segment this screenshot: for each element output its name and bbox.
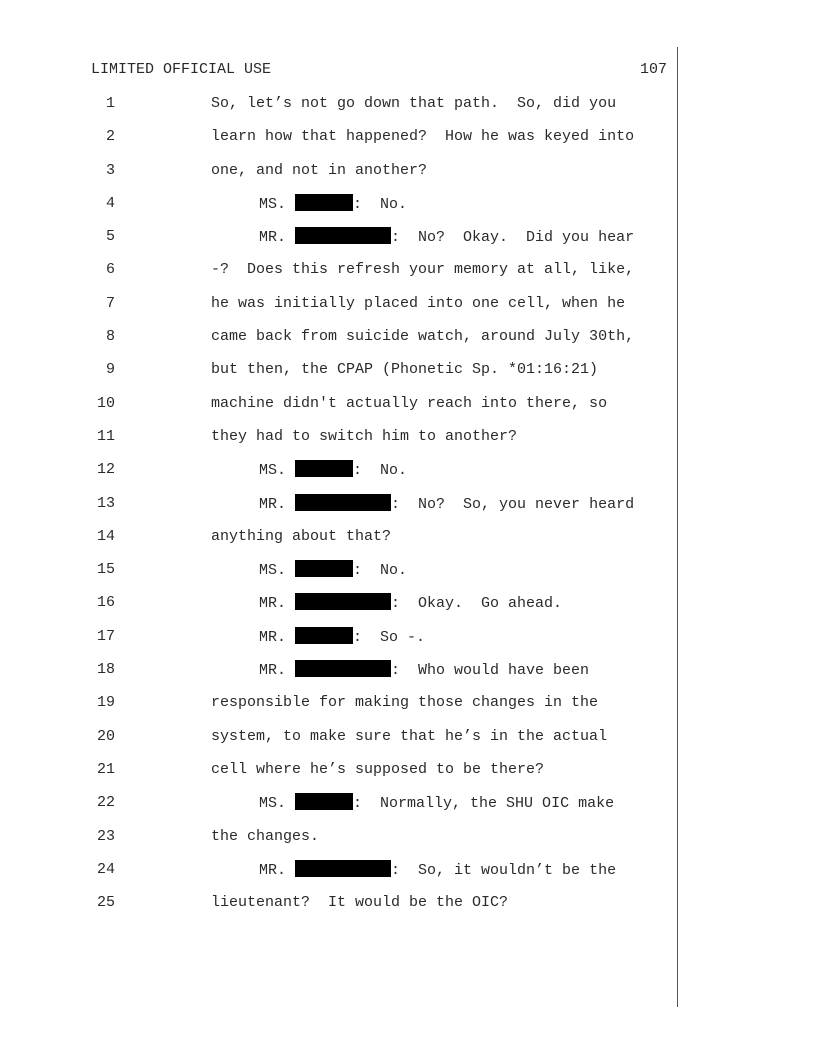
line-text: responsible for making those changes in the (211, 694, 599, 712)
line-number: 9 (105, 361, 115, 379)
transcript-line (0, 327, 676, 360)
redaction-box (295, 627, 353, 644)
transcript-line (0, 593, 676, 626)
speaker-line-text (259, 560, 407, 581)
speaker-statement: : No. (353, 462, 408, 480)
transcript-line (0, 260, 676, 293)
speaker-prefix: MR. (259, 861, 287, 879)
line-number: 10 (96, 394, 115, 412)
transcript-line (0, 627, 676, 660)
speaker-statement: : Okay. Go ahead. (391, 595, 563, 613)
line-text: he was initially placed into one cell, when he (211, 294, 626, 312)
line-number: 6 (105, 261, 115, 279)
transcript-line (0, 494, 676, 527)
redaction-box (295, 227, 391, 244)
line-text: learn how that happened? How he was keyed into (211, 128, 635, 146)
speaker-prefix: MS. (259, 562, 287, 580)
speaker-line-text (259, 194, 407, 215)
transcript-line (0, 893, 676, 926)
line-text: the changes. (211, 827, 320, 845)
line-text: -? Does this refresh your memory at all, like, (211, 261, 635, 279)
transcript-line (0, 527, 676, 560)
speaker-prefix: MS. (259, 195, 287, 213)
speaker-prefix: MR. (259, 229, 287, 247)
transcript-lines (0, 94, 676, 926)
line-text: So, let’s not go down that path. So, did you (211, 95, 617, 112)
line-text: one, and not in another? (211, 161, 428, 179)
speaker-line-text (259, 793, 614, 814)
line-text: came back from suicide watch, around July 30th, (211, 328, 635, 346)
redaction-box (295, 560, 353, 577)
line-number: 3 (105, 161, 115, 179)
line-text: they had to switch him to another? (211, 427, 518, 445)
speaker-prefix: MS. (259, 795, 287, 813)
line-text: system, to make sure that he’s in the actual (211, 727, 608, 745)
transcript-line (0, 227, 676, 260)
speaker-line-text (259, 627, 425, 648)
line-number: 22 (96, 794, 115, 812)
line-number: 2 (105, 128, 115, 146)
transcript-line (0, 127, 676, 160)
line-number: 8 (105, 328, 115, 346)
speaker-prefix: MR. (259, 628, 287, 646)
line-number: 18 (96, 661, 115, 679)
speaker-statement: : No? So, you never heard (391, 495, 635, 513)
redaction-box (295, 494, 391, 511)
transcript-line (0, 194, 676, 227)
transcript-line (0, 860, 676, 893)
speaker-prefix: MS. (259, 462, 287, 480)
line-number: 12 (96, 461, 115, 479)
right-margin-rule (677, 47, 678, 1007)
line-text: anything about that? (211, 527, 392, 545)
speaker-statement: : Normally, the SHU OIC make (353, 795, 615, 813)
line-number: 15 (96, 561, 115, 579)
line-number: 7 (105, 294, 115, 312)
speaker-line-text (259, 227, 634, 248)
speaker-statement: : So -. (353, 628, 426, 646)
speaker-statement: : No. (353, 195, 408, 213)
transcript-line (0, 727, 676, 760)
redaction-box (295, 460, 353, 477)
speaker-line-text (259, 860, 616, 881)
redaction-box (295, 194, 353, 211)
speaker-prefix: MR. (259, 595, 287, 613)
speaker-statement: : So, it wouldn’t be the (391, 861, 617, 879)
speaker-statement: : Who would have been (391, 662, 590, 680)
line-number: 5 (105, 228, 115, 246)
transcript-line (0, 460, 676, 493)
line-number: 25 (96, 894, 115, 912)
transcript-line (0, 394, 676, 427)
line-number: 24 (96, 860, 115, 878)
line-number: 21 (96, 760, 115, 778)
transcript-line (0, 294, 676, 327)
line-number: 13 (96, 494, 115, 512)
speaker-line-text (259, 460, 407, 481)
line-number: 1 (105, 95, 115, 112)
line-text: lieutenant? It would be the OIC? (211, 894, 509, 912)
line-text: machine didn't actually reach into there, so (211, 394, 608, 412)
line-number: 19 (96, 694, 115, 712)
redaction-box (295, 793, 353, 810)
line-number: 16 (96, 594, 115, 612)
transcript-line (0, 660, 676, 693)
line-number: 17 (96, 627, 115, 645)
transcript-line (0, 760, 676, 793)
transcript-line (0, 827, 676, 860)
line-number: 11 (96, 427, 115, 445)
transcript-line (0, 693, 676, 726)
speaker-statement: : No? Okay. Did you hear (391, 229, 635, 247)
transcript-line (0, 360, 676, 393)
redaction-box (295, 593, 391, 610)
speaker-statement: : No. (353, 562, 408, 580)
redaction-box (295, 660, 391, 677)
transcript-line (0, 161, 676, 194)
transcript-line (0, 793, 676, 826)
line-text: but then, the CPAP (Phonetic Sp. *01:16:21) (211, 361, 599, 379)
speaker-prefix: MR. (259, 495, 287, 513)
speaker-line-text (259, 660, 589, 681)
line-number: 4 (105, 194, 115, 212)
redaction-box (295, 860, 391, 877)
line-number: 20 (96, 727, 115, 745)
transcript-line (0, 560, 676, 593)
page-number: 107 (639, 61, 667, 78)
speaker-line-text (259, 593, 562, 614)
line-text: cell where he’s supposed to be there? (211, 760, 545, 778)
line-number: 23 (96, 827, 115, 845)
speaker-prefix: MR. (259, 662, 287, 680)
speaker-line-text (259, 494, 634, 515)
classification-header: LIMITED OFFICIAL USE (91, 61, 272, 78)
transcript-line (0, 94, 676, 127)
transcript-line (0, 427, 676, 460)
line-number: 14 (96, 527, 115, 545)
